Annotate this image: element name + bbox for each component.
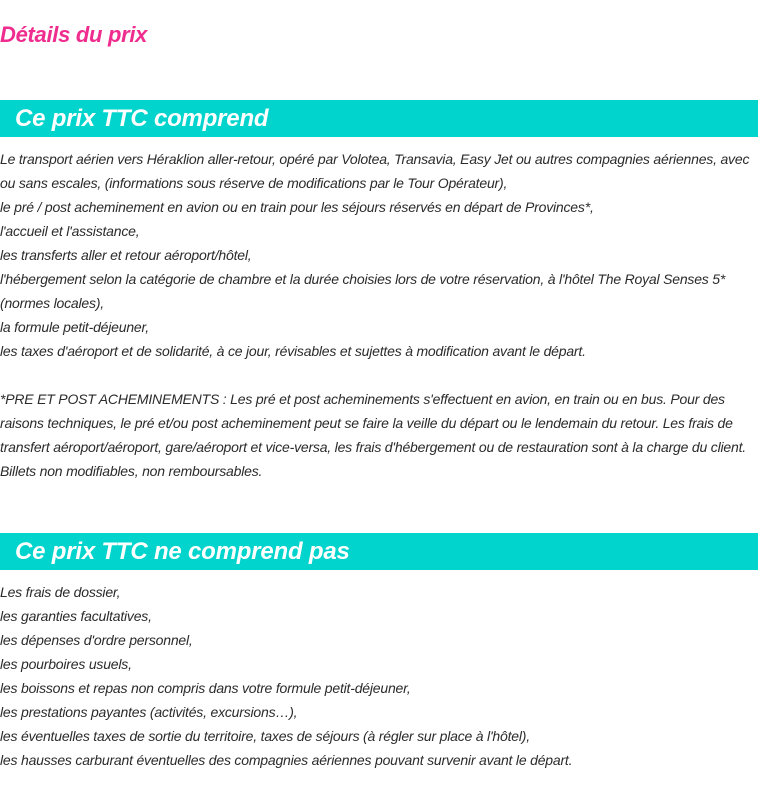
list-item: les boissons et repas non compris dans votre formule petit-déjeuner,: [0, 680, 411, 696]
list-item: les éventuelles taxes de sortie du territoire, taxes de séjours (à régler sur place à l'hôtel),: [0, 728, 530, 744]
list-item: les pourboires usuels,: [0, 656, 132, 672]
list-item: les prestations payantes (activités, excursions…),: [0, 704, 298, 720]
excluded-list: [0, 580, 758, 772]
acheminement-note: *PRE ET POST ACHEMINEMENTS : Les pré et post acheminements s'effectuent en avion, en train ou en bus. Pour des raisons techniques, le pré et/ou post acheminement peut se faire la veille du départ ou le lendemain du retour. Les frais de transfert aéroport/aéroport, gare/aéroport et vice-versa, les frais d'hébergement ou de restauration sont à la charge du client. Billets non modifiables, non remboursables.: [0, 391, 746, 479]
list-item: les garanties facultatives,: [0, 608, 152, 624]
list-item: l'hébergement selon la catégorie de chambre et la durée choisies lors de votre réservation, à l'hôtel The Royal Senses 5* (normes locales),: [0, 271, 726, 311]
included-section-header: Ce prix TTC comprend: [0, 100, 758, 137]
list-item: la formule petit-déjeuner,: [0, 319, 149, 335]
spacer: [0, 363, 758, 387]
excluded-section-header: Ce prix TTC ne comprend pas: [0, 533, 758, 570]
list-item: les taxes d'aéroport et de solidarité, à ce jour, révisables et sujettes à modification avant le départ.: [0, 343, 586, 359]
list-item: Les frais de dossier,: [0, 584, 121, 600]
list-item: les transferts aller et retour aéroport/hôtel,: [0, 247, 252, 263]
list-item: Le transport aérien vers Héraklion aller-retour, opéré par Volotea, Transavia, Easy Jet ou autres compagnies aériennes, avec ou sans escales, (informations sous réserve de modifications par le Tour Opérateur),: [0, 151, 750, 191]
list-item: le pré / post acheminement en avion ou en train pour les séjours réservés en départ de Provinces*,: [0, 199, 594, 215]
list-item: l'accueil et l'assistance,: [0, 223, 140, 239]
page-title: Détails du prix: [0, 22, 148, 47]
included-list: [0, 147, 758, 483]
list-item: les hausses carburant éventuelles des compagnies aériennes pouvant survenir avant le départ.: [0, 752, 573, 768]
list-item: les dépenses d'ordre personnel,: [0, 632, 193, 648]
